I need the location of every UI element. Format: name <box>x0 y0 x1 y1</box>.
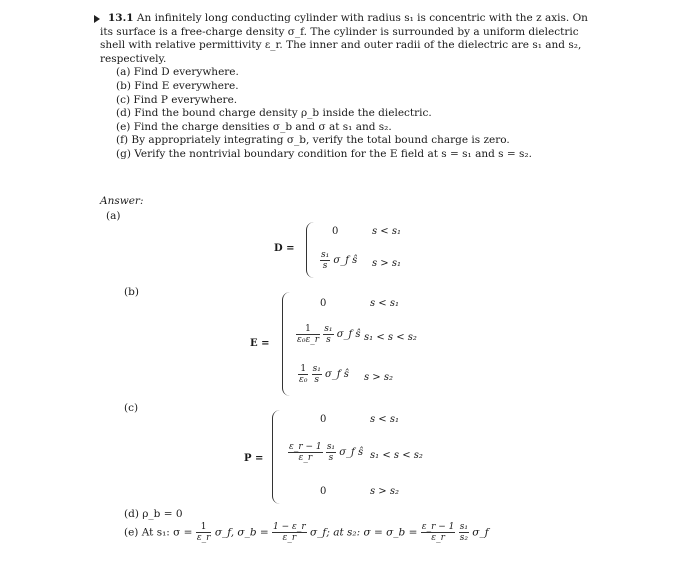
problem-part-c: (c) Find P everywhere. <box>116 93 238 106</box>
answer-c-case3-cond: s > s₂ <box>370 486 400 497</box>
answer-c-case2-cond: s₁ < s < s₂ <box>370 450 423 461</box>
answer-b-case2-cond: s₁ < s < s₂ <box>364 332 417 343</box>
answer-c-label: (c) <box>124 402 139 414</box>
answer-c-lhs: P = <box>244 453 264 464</box>
answer-c-case1-value: 0 <box>320 414 327 425</box>
problem-parts-list <box>100 66 590 161</box>
answer-a-case2: $\frac{\text{s₁}}{s}$ σ_f ŝ <box>321 250 358 271</box>
problem-intro: An infinitely long conducting cylinder with radius s₁ is concentric with the z axis. On its surface is a free-charge density σ_f. The cylinder is surrounded by a uniform dielectric shell with relative permittivity ε_r. The inner and outer radii of the dielectric are s₁ and s₂, respectively. <box>100 12 588 65</box>
answer-a-label: (a) <box>106 210 121 222</box>
answer-heading: Answer: <box>100 195 144 207</box>
answer-b-case2: $\frac{1}{\text{ε₀ε\_r}}$ $\frac{\text{s₁}}{s}$ σ_f ŝ <box>297 324 361 345</box>
answer-a-brace <box>306 222 315 278</box>
problem-statement <box>100 12 590 162</box>
answer-b-case1-value: 0 <box>320 298 327 309</box>
answer-b-label: (b) <box>124 286 139 298</box>
answer-a-case2-fraction: $\frac{\text{s₁}}{s}$ <box>321 250 330 271</box>
answer-d-text: (d) ρ_b = 0 <box>124 508 183 520</box>
problem-part-d: (d) Find the bound charge density ρ_b inside the dielectric. <box>116 107 432 120</box>
problem-part-g: (g) Verify the nontrivial boundary condition for the E field at s = s₁ and s = s₂. <box>116 147 532 160</box>
problem-number: 13.1 <box>108 12 134 24</box>
answer-b-brace <box>282 292 291 396</box>
answer-a-lhs: D = <box>274 243 295 254</box>
answer-a-case1-cond: s < s₁ <box>372 226 402 237</box>
answer-c-case2: $\frac{\varepsilon\_r - 1}{\varepsilon\_r}$ $\frac{\text{s₁}}{s}$ σ_f ŝ <box>289 442 364 463</box>
answer-c-brace <box>272 410 281 504</box>
answer-c-case3-value: 0 <box>320 486 327 497</box>
bullet-arrow-icon <box>94 15 100 23</box>
answer-b-lhs: E = <box>250 338 270 349</box>
problem-part-a: (a) Find D everywhere. <box>116 66 239 79</box>
problem-part-e: (e) Find the charge densities σ_b and σ at s₁ and s₂. <box>116 120 392 133</box>
answer-a-case1-value: 0 <box>332 226 339 237</box>
problem-part-f: (f) By appropriately integrating σ_b, verify the total bound charge is zero. <box>116 134 510 147</box>
problem-part-b: (b) Find E everywhere. <box>116 79 239 92</box>
answer-b-case3: $\frac{1}{\text{ε₀}}$ $\frac{\text{s₁}}{s}$ σ_f ŝ <box>299 364 349 385</box>
answer-b-case3-cond: s > s₂ <box>364 372 394 383</box>
answer-e-line: (e) At s₁: σ = $\frac{1}{\varepsilon\_r}$ σ_f, σ_b = $\frac{1 - \varepsilon\_r}{\varepsilon\_r}$ σ_f; at s₂: σ = σ_b = $\frac{\varepsilon\_r - 1}{\varepsilon\_r}$ $\frac{\text{s₁}}{\text{s₂}}$ σ_f <box>124 522 489 543</box>
answer-c-case1-cond: s < s₁ <box>370 414 400 425</box>
answer-a-case2-cond: s > s₁ <box>372 258 402 269</box>
answer-b-case1-cond: s < s₁ <box>370 298 400 309</box>
